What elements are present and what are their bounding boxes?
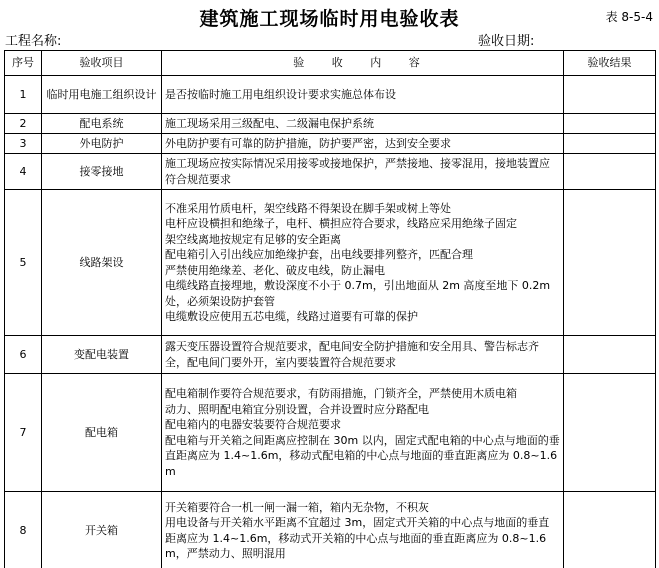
table-row xyxy=(5,336,656,374)
row-result[interactable] xyxy=(564,76,656,114)
header-result: 验收结果 xyxy=(564,51,656,76)
content-line: 是否按临时施工用电组织设计要求实施总体布设 xyxy=(165,87,396,101)
row-number: 7 xyxy=(5,374,42,492)
row-result[interactable] xyxy=(564,374,656,492)
table-row xyxy=(5,154,656,190)
row-content xyxy=(162,154,564,190)
content-line: 露天变压器设置符合规范要求，配电间安全防护措施和安全用具、警告标志齐全，配电间门要外开，室内要装置符合规范要求 xyxy=(165,340,539,369)
row-number: 1 xyxy=(5,76,42,114)
row-result[interactable] xyxy=(564,154,656,190)
content-line: 配电箱制作要符合规范要求，有防雨措施，门锁齐全，严禁使用木质电箱 xyxy=(165,387,517,400)
row-result[interactable] xyxy=(564,190,656,336)
table-row xyxy=(5,76,656,114)
row-result[interactable] xyxy=(564,114,656,134)
content-line: 电杆应设横担和绝缘子，电杆、横担应符合要求，线路应采用绝缘子固定 xyxy=(165,217,517,230)
table-row xyxy=(5,190,656,336)
row-item: 接零接地 xyxy=(42,154,162,190)
row-content xyxy=(162,114,564,134)
row-number: 4 xyxy=(5,154,42,190)
content-line: 配电箱与开关箱之间距离应控制在 30m 以内，固定式配电箱的中心点与地面的垂直距离应为 1.4~1.6m，移动式配电箱的中心点与地面的垂直距离应为 0.8~1.6m xyxy=(165,433,560,478)
table-number: 表 8-5-4 xyxy=(605,10,653,24)
row-item: 临时用电施工组织设计 xyxy=(42,76,162,114)
table-row xyxy=(5,134,656,154)
row-item: 线路架设 xyxy=(42,190,162,336)
row-content xyxy=(162,190,564,336)
header-no: 序号 xyxy=(5,51,42,76)
row-content xyxy=(162,76,564,114)
acceptance-table xyxy=(4,50,656,568)
row-number: 3 xyxy=(5,134,42,154)
row-result[interactable] xyxy=(564,134,656,154)
content-line: 严禁使用绝缘差、老化、破皮电线，防止漏电 xyxy=(165,263,385,277)
content-line: 施工现场应按实际情况采用接零或接地保护，严禁接地、接零混用，接地装置应符合规范要求 xyxy=(165,157,550,186)
content-line: 电缆线路直接埋地，敷设深度不小于 0.7m，引出地面从 2m 高度至地下 0.2m 处，必须架设防护套管 xyxy=(165,279,551,308)
project-name-label: 工程名称: xyxy=(5,34,62,49)
row-content xyxy=(162,336,564,374)
row-result[interactable] xyxy=(564,336,656,374)
row-content xyxy=(162,134,564,154)
content-line: 施工现场采用三级配电、二级漏电保护系统 xyxy=(165,116,374,130)
row-content xyxy=(162,374,564,492)
row-item: 变配电装置 xyxy=(42,336,162,374)
header-content: 验 收 内 容 xyxy=(162,51,564,76)
content-line: 动力、照明配电箱宜分别设置，合并设置时应分路配电 xyxy=(165,402,429,416)
content-line: 配电箱引入引出线应加绝缘护套，出电线要排列整齐，匹配合理 xyxy=(165,248,473,261)
row-item: 配电箱 xyxy=(42,374,162,492)
content-line: 电缆敷设应使用五芯电缆，线路过道要有可靠的保护 xyxy=(165,310,418,323)
row-item: 配电系统 xyxy=(42,114,162,134)
table-row xyxy=(5,492,656,568)
row-content xyxy=(162,492,564,568)
row-number: 5 xyxy=(5,190,42,336)
content-line: 用电设备与开关箱水平距离不宜超过 3m，固定式开关箱的中心点与地面的垂直距离应为 1.4~1.6m，移动式开关箱的中心点与地面的垂直距离应为 0.8~1.6m，严禁动力、照明混用 xyxy=(165,516,550,560)
acceptance-date-label: 验收日期: xyxy=(478,34,535,49)
row-number: 8 xyxy=(5,492,42,568)
content-line: 架空线离地按规定有足够的安全距离 xyxy=(165,232,341,246)
header-item: 验收项目 xyxy=(42,51,162,76)
content-line: 不准采用竹质电杆，架空线路不得架设在脚手架或树上等处 xyxy=(165,201,451,215)
row-number: 6 xyxy=(5,336,42,374)
content-line: 外电防护要有可靠的防护措施，防护要严密，达到安全要求 xyxy=(165,136,451,150)
table-row xyxy=(5,114,656,134)
row-number: 2 xyxy=(5,114,42,134)
table-header-row xyxy=(5,51,656,76)
form-title: 建筑施工现场临时用电验收表 xyxy=(199,8,460,30)
row-item: 外电防护 xyxy=(42,134,162,154)
row-result[interactable] xyxy=(564,492,656,568)
table-row xyxy=(5,374,656,492)
content-line: 配电箱内的电器安装要符合规范要求 xyxy=(165,418,341,431)
content-line: 开关箱要符合一机一闸一漏一箱，箱内无杂物，不积灰 xyxy=(165,500,429,514)
table-body xyxy=(5,76,656,568)
row-item: 开关箱 xyxy=(42,492,162,568)
